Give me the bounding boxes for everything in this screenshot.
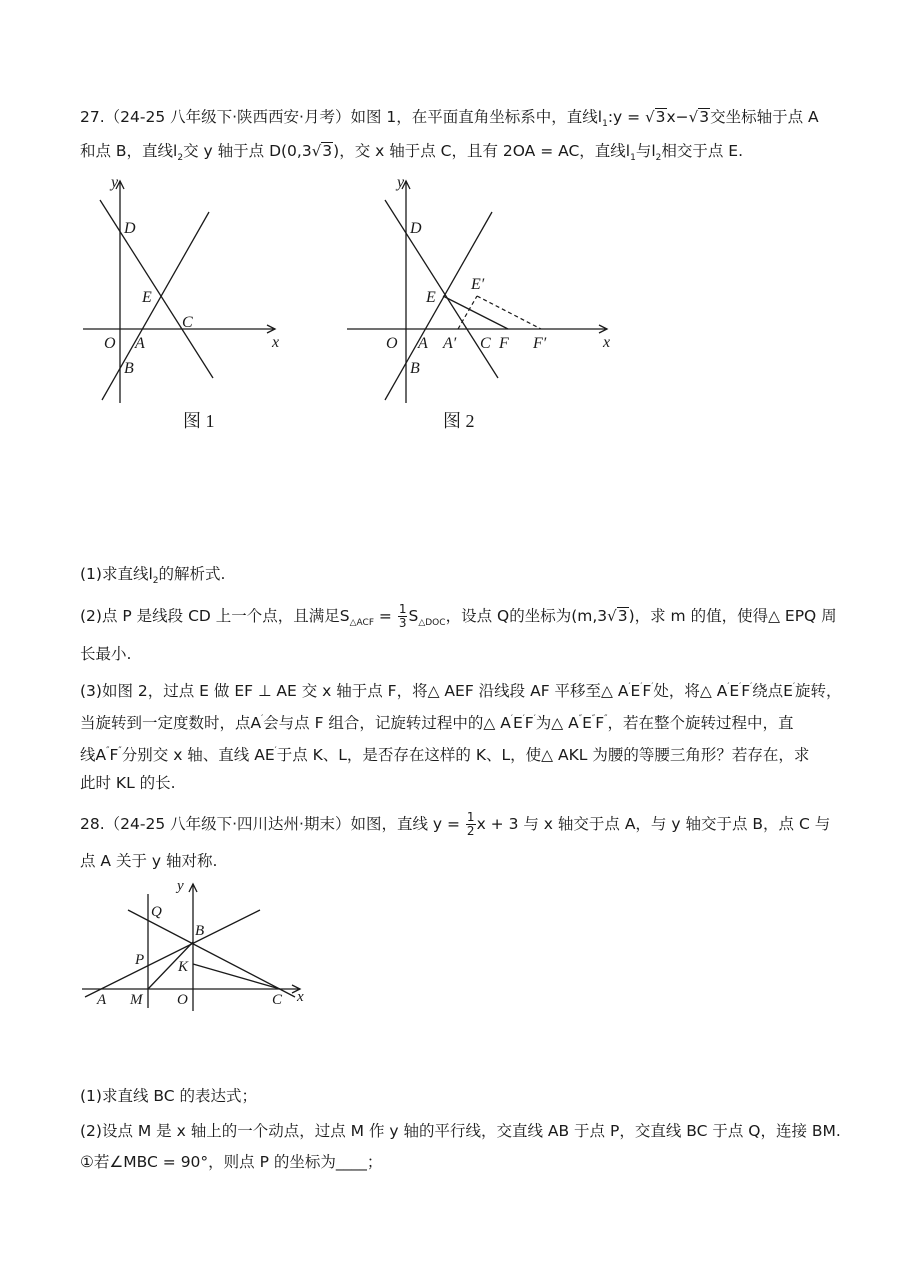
fig3-label-C: C [272, 992, 283, 1008]
fig2-segment-EF [443, 296, 508, 329]
fig2-label-x: x [603, 334, 611, 351]
fig2-line-l1 [385, 212, 492, 400]
fig2-dashed-E1F1 [477, 296, 541, 329]
fig3-line-AB [85, 910, 260, 997]
fig3-label-x: x [297, 989, 304, 1005]
fig2-label-D: D [410, 220, 422, 237]
q28-fraction: $\frac{1}{2}$ [466, 810, 475, 838]
figure-2 [345, 175, 620, 440]
figure-q28 [80, 878, 315, 1013]
fig2-label-E1: E′ [471, 276, 485, 293]
fig1-label-B: B [124, 360, 134, 377]
q28-part-1: (1)求直线 BC 的表达式； [80, 1087, 257, 1105]
q28-line-2: 点 A 关于 y 轴对称. [80, 852, 218, 870]
fig3-label-M: M [130, 992, 143, 1008]
q27-part-3-line-4: 此时 KL 的长. [80, 774, 176, 792]
q27-part-3-line-2: 当旋转到一定度数时，点A′会与点 F 组合，记旋转过程中的△ A′E′F′为△ A″E″F″，若在整个旋转过程中，直 [80, 714, 794, 732]
fig1-label-E: E [142, 289, 152, 306]
q27-part-3-line-1: (3)如图 2，过点 E 做 EF ⊥ AE 交 x 轴于点 F，将△ AEF 沿线段 AF 平移至△ A′E′F′处，将△ A′E′F′绕点E′旋转， [80, 682, 842, 700]
q28-line-1: 28.（24-25 八年级下·四川达州·期末）如图，直线 y = $\frac{1}{2}$ x + 3 与 x 轴交于点 A，与 y 轴交于点 B，点 C 与 [80, 810, 831, 838]
fig3-label-O: O [177, 992, 188, 1008]
q27-part-1: (1)求直线$l_2$的解析式. [80, 565, 226, 586]
fig3-label-K: K [178, 959, 189, 975]
q28-part-2-sub-1: ①若∠MBC = 90°，则点 P 的坐标为____； [80, 1153, 383, 1171]
q27-line-1: 27.（24-25 八年级下·陕西西安·月考）如图 1，在平面直角坐标系中，直线$l_1:y = √3x-√3$交坐标轴于点 A [80, 108, 819, 129]
fig2-label-F1: F′ [533, 335, 547, 352]
q27-part-2: (2)点 P 是线段 CD 上一个点，且满足$S_{\triangle ACF}$ = $\frac{1}{3}$ $S_{\triangle DOC}$，设点 Q的坐标为(m,3√3)，求 m 的值，使得△ EPQ 周 [80, 602, 837, 630]
fig2-label-A: A [418, 335, 428, 352]
fig2-label-A1: A′ [443, 335, 457, 352]
fig2-label-y: y [397, 175, 405, 191]
fig1-label-A: A [135, 335, 145, 352]
fig1-label-y: y [111, 175, 119, 191]
fig1-label-x: x [272, 334, 280, 351]
fig2-label-F: F [499, 335, 509, 352]
fig2-label-E: E [426, 289, 436, 306]
q28-part-2: (2)设点 M 是 x 轴上的一个动点，过点 M 作 y 轴的平行线，交直线 AB 于点 P，交直线 BC 于点 Q，连接 BM. [80, 1122, 841, 1140]
fig1-label-C: C [182, 314, 193, 331]
fig1-line-l1 [102, 212, 209, 400]
fig2-label-C: C [480, 335, 491, 352]
fig3-label-y: y [177, 878, 184, 894]
fig1-label-D: D [124, 220, 136, 237]
q27-part-3-line-3: 线A″F″分别交 x 轴、直线 AE′于点 K、L，是否存在这样的 K、L，使△ AKL 为腰的等腰三角形？若存在，求 [80, 746, 810, 764]
fig3-label-P: P [135, 952, 145, 968]
fig3-label-Q: Q [151, 904, 162, 920]
q27-part-2-cont: 长最小. [80, 645, 132, 663]
fig3-segment-KC [193, 964, 280, 989]
fig2-caption: 图 2 [443, 411, 475, 431]
fig2-label-B: B [410, 360, 420, 377]
fig1-caption: 图 1 [183, 411, 215, 431]
figure-1 [75, 175, 290, 440]
fig2-label-O: O [386, 335, 398, 352]
fig3-label-B: B [195, 923, 205, 939]
q27-p2-fraction: $\frac{1}{3}$ [398, 602, 407, 630]
fig3-label-A: A [97, 992, 107, 1008]
fig1-label-O: O [104, 335, 116, 352]
q27-line-2: 和点 B，直线$l_2$交 y 轴于点 D(0,3√3)，交 x 轴于点 C，且有 2OA = AC，直线$l_1$与$l_2$相交于点 E. [80, 142, 744, 163]
fig1-line-l2 [100, 200, 213, 378]
